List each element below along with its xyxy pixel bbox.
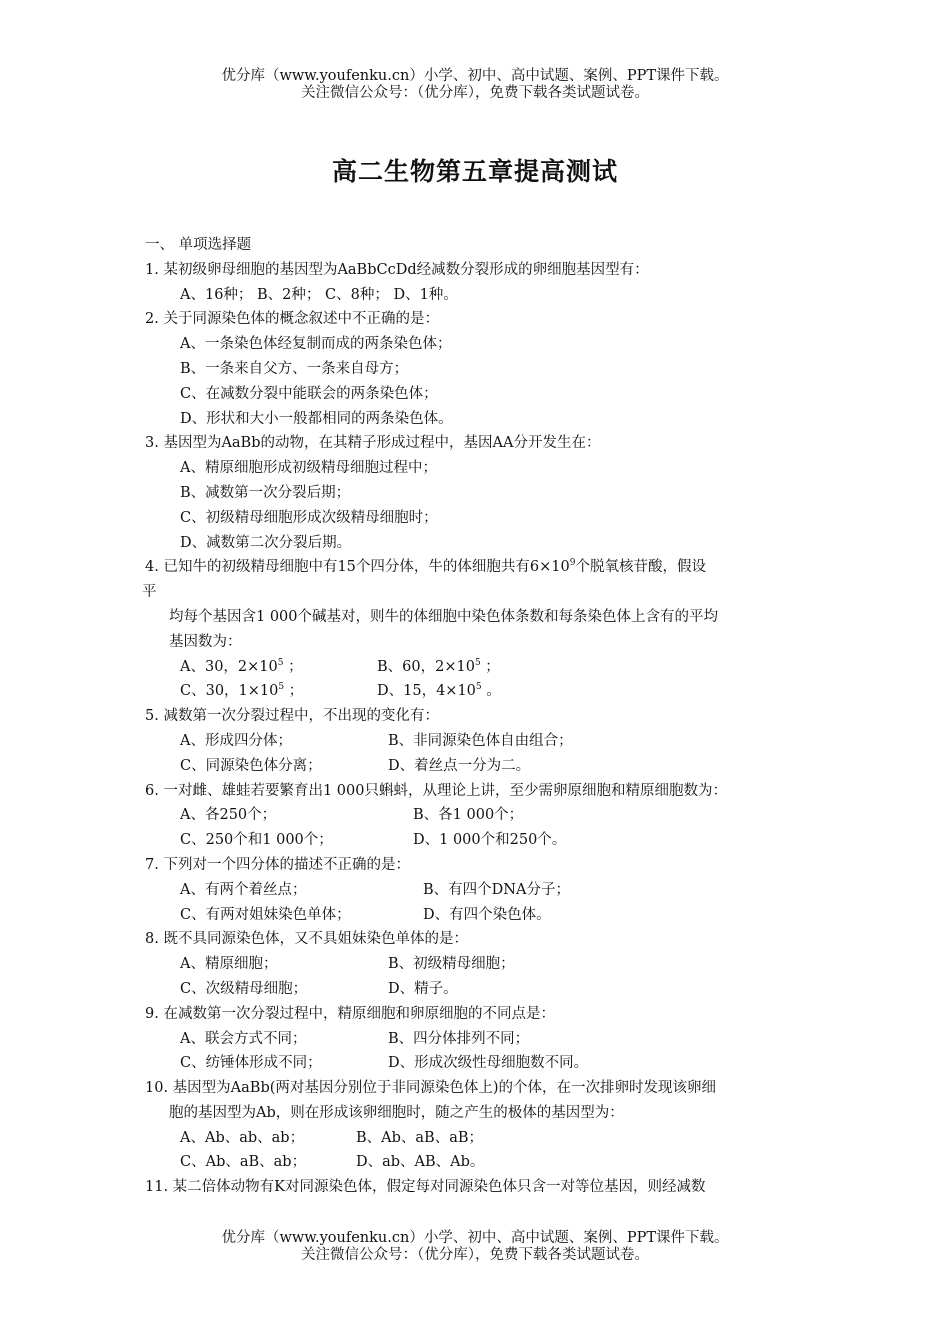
- question-7-option-a: A、有两个着丝点；: [180, 881, 307, 898]
- footer-line-2: 关注微信公众号：（优分库），免费下载各类试题试卷。: [301, 1247, 649, 1263]
- question-7-option-d: D、有四个染色体。: [423, 906, 551, 923]
- question-4-option-b-end: ；: [485, 658, 500, 675]
- question-9-options-row1: [145, 1027, 815, 1052]
- question-4-option-a-exponent: 5: [277, 657, 284, 668]
- question-4-option-c-exponent: 5: [278, 682, 285, 693]
- question-5-options-row2: [145, 754, 815, 779]
- question-6-stem: 6. 一对雌、雄蛙若要繁育出1 000只蝌蚪，从理论上讲，至少需卵原细胞和精原细胞数为：: [145, 782, 727, 799]
- question-1-options: A、16种； B、2种； C、8种； D、1种。: [180, 286, 458, 303]
- question-4-option-a-text: A、30，2×10: [180, 658, 278, 675]
- header-line-2: 关注微信公众号：（优分库），免费下载各类试题试卷。: [301, 85, 649, 101]
- header-line-1: 优分库（www.youfenku.cn）小学、初中、高中试题、案例、PPT课件下载。: [221, 68, 729, 84]
- question-3-stem: 3. 基因型为AaBb的动物，在其精子形成过程中，基因AA分开发生在：: [145, 435, 601, 452]
- question-4-stem-wrap: 平: [142, 584, 157, 601]
- question-10-stem-line2: 胞的基因型为Ab，则在形成该卵细胞时，随之产生的极体的基因型为：: [169, 1104, 624, 1121]
- question-11-stem: 11. 某二倍体动物有K对同源染色体，假定每对同源染色体只含一对等位基因，则经减数: [145, 1179, 706, 1196]
- question-4-option-d-text: D、15，4×10: [377, 683, 476, 700]
- footer-line-1: 优分库（www.youfenku.cn）小学、初中、高中试题、案例、PPT课件下载。: [221, 1230, 729, 1246]
- question-10-option-d: D、ab、AB、Ab。: [356, 1154, 485, 1171]
- question-5-option-a: A、形成四分体；: [180, 732, 292, 749]
- question-10-option-b: B、Ab、aB、aB；: [356, 1129, 484, 1146]
- question-2-option-a: A、一条染色体经复制而成的两条染色体；: [180, 336, 452, 353]
- question-4-option-c-end: ；: [288, 683, 304, 700]
- question-4-option-d-end: 。: [486, 683, 501, 700]
- question-4-option-b: [377, 655, 500, 680]
- question-3-option-d: D、减数第二次分裂后期。: [180, 534, 352, 551]
- question-list: [142, 233, 815, 1200]
- question-10-options-row1: [145, 1126, 815, 1151]
- question-7-stem: 7. 下列对一个四分体的描述不正确的是：: [145, 856, 410, 873]
- question-4-option-c: [180, 679, 377, 704]
- question-10-option-a: A、Ab、ab、ab；: [180, 1129, 305, 1146]
- question-4-option-b-text: B、60，2×10: [377, 658, 475, 675]
- question-4-options-row1: [145, 655, 815, 680]
- question-6-options-row2: [145, 828, 815, 853]
- question-7-options-row2: [145, 903, 815, 928]
- question-5-options-row1: [145, 729, 815, 754]
- question-4-option-b-exponent: 5: [474, 657, 481, 668]
- question-6-option-a: A、各250个；: [180, 807, 277, 824]
- question-10-stem: 10. 基因型为AaBb(两对基因分别位于非同源染色体上)的个体，在一次排卵时发现该卵细: [145, 1080, 717, 1097]
- question-4-options-row2: [145, 679, 815, 704]
- page-header: [0, 68, 950, 102]
- question-9-option-d: D、形成次级性母细胞数不同。: [388, 1055, 589, 1072]
- question-4-option-d-exponent: 5: [475, 682, 482, 693]
- question-5-option-b: B、非同源染色体自由组合；: [388, 732, 573, 749]
- question-6-option-b: B、各1 000个；: [413, 807, 524, 824]
- question-2-option-d: D、形状和大小一般都相同的两条染色体。: [180, 410, 453, 427]
- question-4-stem-part1: 4. 已知牛的初级精母细胞中有15个四分体，牛的体细胞共有6×10: [145, 559, 570, 576]
- question-8-stem: 8. 既不具同源染色体，又不具姐妹染色单体的是：: [145, 931, 468, 948]
- question-2-stem: 2. 关于同源染色体的概念叙述中不正确的是：: [145, 311, 439, 328]
- question-8-options-row2: [145, 977, 815, 1002]
- question-5-option-d: D、着丝点一分为二。: [388, 757, 531, 774]
- question-5-option-c: C、同源染色体分离；: [180, 757, 322, 774]
- question-4-stem-line2: 均每个基因含1 000个碱基对，则牛的体细胞中染色体条数和每条染色体上含有的平均: [169, 608, 719, 625]
- question-6-options-row1: [145, 803, 815, 828]
- question-1-stem: 1. 某初级卵母细胞的基因型为AaBbCcDd经减数分裂形成的卵细胞基因型有：: [145, 261, 649, 278]
- question-4-stem-part2: 个脱氧核苷酸，假设: [575, 559, 706, 576]
- question-9-stem: 9. 在减数第一次分裂过程中，精原细胞和卵原细胞的不同点是：: [145, 1005, 555, 1022]
- question-2-option-c: C、在减数分裂中能联会的两条染色体；: [180, 385, 438, 402]
- question-3-option-c: C、初级精母细胞形成次级精母细胞时；: [180, 509, 438, 526]
- question-9-option-b: B、四分体排列不同；: [388, 1030, 530, 1047]
- question-4-option-a-end: ；: [288, 658, 303, 675]
- question-9-options-row2: [145, 1051, 815, 1076]
- question-4-option-c-text: C、30，1×10: [180, 683, 279, 700]
- question-3-option-a: A、精原细胞形成初级精母细胞过程中；: [180, 460, 437, 477]
- section-heading: 一、 单项选择题: [145, 237, 252, 253]
- question-9-option-a: A、联会方式不同；: [180, 1030, 307, 1047]
- question-4-stem: [145, 555, 815, 580]
- question-10-options-row2: [145, 1150, 815, 1175]
- question-6-option-c: C、250个和1 000个；: [180, 832, 333, 849]
- question-3-option-b: B、减数第一次分裂后期；: [180, 484, 351, 501]
- question-2-option-b: B、一条来自父方、一条来自母方；: [180, 360, 409, 377]
- question-4-option-d: [377, 679, 501, 704]
- page-footer: [0, 1230, 950, 1264]
- question-7-option-c: C、有两对姐妹染色单体；: [180, 906, 351, 923]
- question-4-stem-line3: 基因数为：: [169, 633, 242, 650]
- question-8-option-d: D、精子。: [388, 980, 458, 997]
- question-8-options-row1: [145, 952, 815, 977]
- document-title: 高二生物第五章提高测试: [331, 157, 618, 186]
- question-8-option-a: A、精原细胞；: [180, 956, 278, 973]
- question-5-stem: 5. 减数第一次分裂过程中，不出现的变化有：: [145, 708, 439, 725]
- question-4-stem-exponent: 9: [569, 558, 576, 569]
- question-4-option-a: [180, 655, 377, 680]
- question-10-option-c: C、Ab、aB、ab；: [180, 1154, 307, 1171]
- question-6-option-d: D、1 000个和250个。: [413, 832, 567, 849]
- question-7-options-row1: [145, 878, 815, 903]
- question-8-option-b: B、初级精母细胞；: [388, 956, 515, 973]
- question-9-option-c: C、纺锤体形成不同；: [180, 1055, 322, 1072]
- question-8-option-c: C、次级精母细胞；: [180, 980, 308, 997]
- question-7-option-b: B、有四个DNA分子；: [423, 881, 570, 898]
